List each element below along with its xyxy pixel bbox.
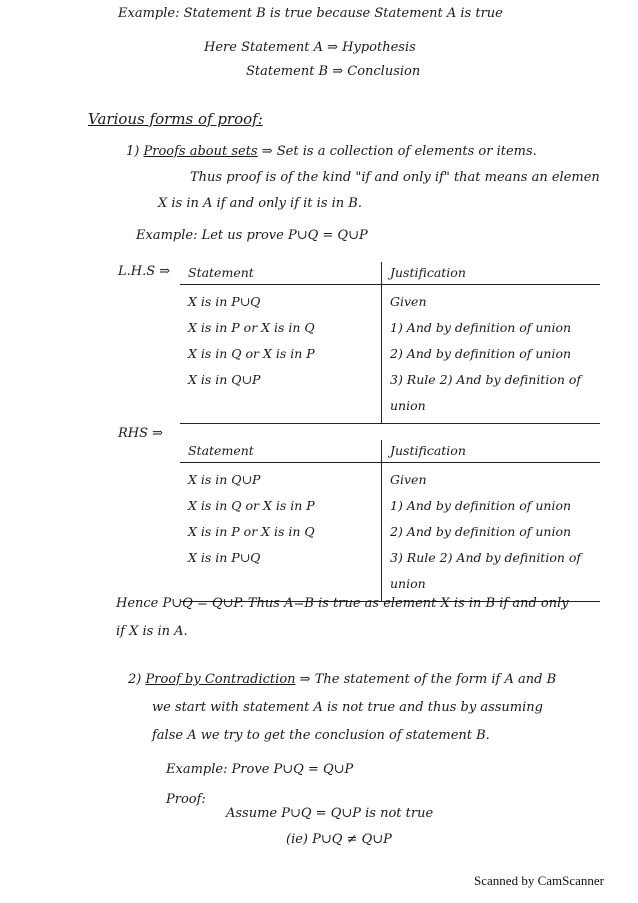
statement-cell: X is in Q∪P [180, 463, 382, 494]
scanner-watermark: Scanned by CamScanner [474, 873, 604, 888]
statement-cell: X is in Q or X is in P [180, 493, 382, 519]
table-row [180, 519, 600, 545]
item-title: Proof by Contradiction [145, 672, 296, 687]
contradiction-line [128, 672, 556, 687]
table-row [180, 463, 600, 494]
justification-cell: Given [382, 285, 601, 316]
header-statement: Statement [180, 262, 382, 285]
membership-line: X is in A if and only if it is in B. [158, 196, 362, 211]
table-row [180, 367, 600, 424]
hypothesis-line: Here Statement A ⇒ Hypothesis [204, 40, 416, 55]
header-statement: Statement [180, 440, 382, 463]
lhs-label: L.H.S ⇒ [118, 264, 171, 279]
justification-cell: 2) And by definition of union [382, 519, 601, 545]
table-row [180, 341, 600, 367]
item-description: ⇒ Set is a collection of elements or items. [261, 144, 537, 159]
proof-label: Proof: [166, 792, 206, 807]
justification-cell: 3) Rule 2) And by definition of union [382, 367, 601, 424]
statement-cell: X is in P or X is in Q [180, 315, 382, 341]
iff-line: Thus proof is of the kind "if and only if" that means an elemen [190, 170, 600, 185]
item-number: 1) [126, 144, 140, 159]
proofs-about-sets-line [126, 144, 537, 159]
header-justification: Justification [382, 262, 601, 285]
hence-line: Hence P∪Q = Q∪P. Thus A=B is true as element X is in B if and only [116, 596, 569, 611]
item-description: ⇒ The statement of the form if A and B [299, 672, 557, 687]
justification-cell: 2) And by definition of union [382, 341, 601, 367]
justification-cell: 1) And by definition of union [382, 315, 601, 341]
table-row [180, 493, 600, 519]
statement-cell: X is in Q∪P [180, 367, 382, 424]
example-line: Example: Statement B is true because Statement A is true [118, 6, 503, 21]
justification-cell: 1) And by definition of union [382, 493, 601, 519]
header-justification: Justification [382, 440, 601, 463]
conclusion-line: Statement B ⇒ Conclusion [246, 64, 421, 79]
section-heading: Various forms of proof: [88, 110, 263, 128]
justification-cell: 3) Rule 2) And by definition of union [382, 545, 601, 602]
table-row [180, 285, 600, 316]
table-row [180, 545, 600, 602]
table-row [180, 315, 600, 341]
ie-line: (ie) P∪Q ≠ Q∪P [286, 832, 392, 847]
contradiction-example: Example: Prove P∪Q = Q∪P [166, 762, 354, 777]
example-prove-line: Example: Let us prove P∪Q = Q∪P [136, 228, 368, 243]
justification-cell: Given [382, 463, 601, 494]
statement-cell: X is in P or X is in Q [180, 519, 382, 545]
item-number: 2) [128, 672, 142, 687]
contradiction-line-3: false A we try to get the conclusion of statement B. [152, 728, 490, 743]
statement-cell: X is in Q or X is in P [180, 341, 382, 367]
hence-line-continued: if X is in A. [116, 624, 188, 639]
item-title: Proofs about sets [143, 144, 258, 159]
statement-cell: X is in P∪Q [180, 285, 382, 316]
assume-line: Assume P∪Q = Q∪P is not true [226, 806, 434, 821]
rhs-label: RHS ⇒ [118, 426, 164, 441]
lhs-proof-table [180, 262, 600, 424]
statement-cell: X is in P∪Q [180, 545, 382, 602]
rhs-proof-table [180, 440, 600, 602]
contradiction-line-2: we start with statement A is not true and thus by assuming [152, 700, 543, 715]
